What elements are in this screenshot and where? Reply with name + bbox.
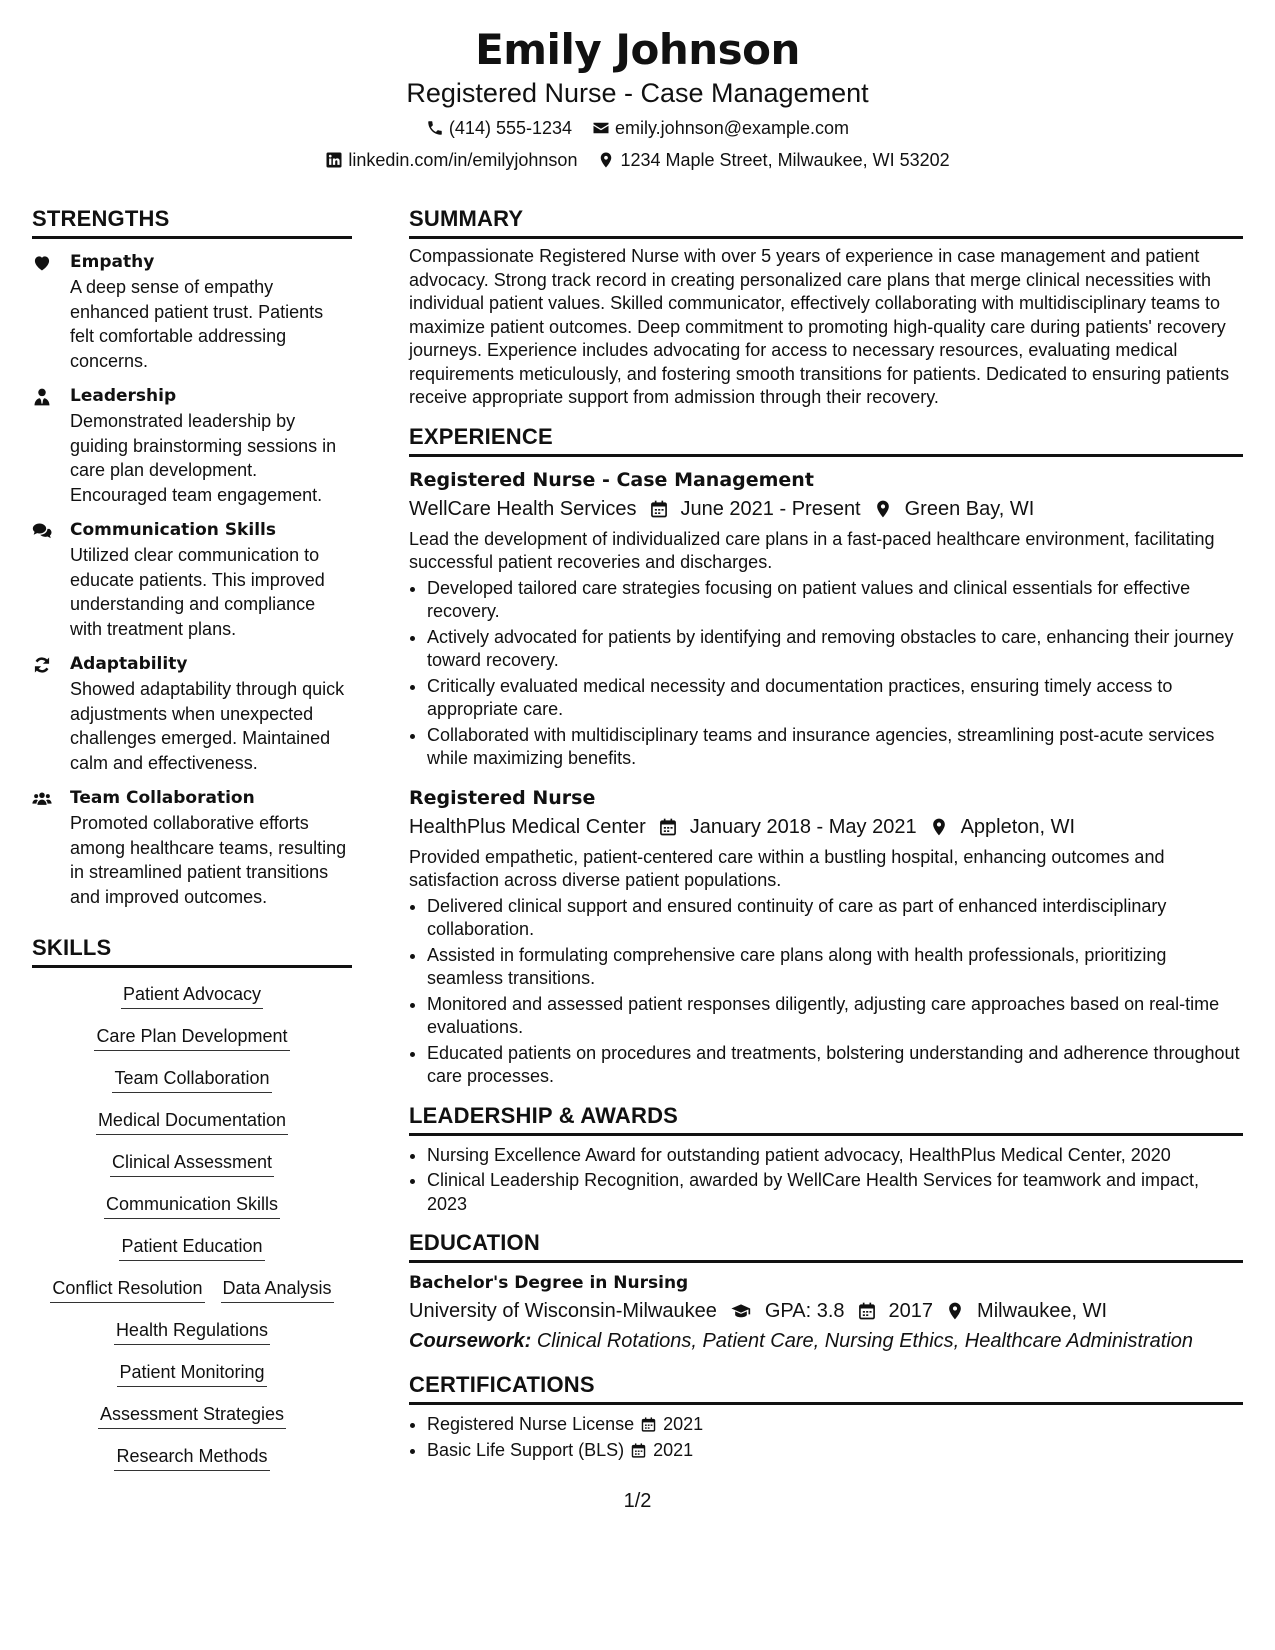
job-company: WellCare Health Services (409, 497, 637, 520)
award-item: • Nursing Excellence Award for outstanding patient advocacy, HealthPlus Medical Center, 2020 (427, 1144, 1243, 1168)
education-section (409, 1230, 1243, 1354)
graduation-cap-icon (729, 1301, 753, 1321)
strength-desc: Showed adaptability through quick adjustments when unexpected challenges emerged. Maintained calm and effectiveness. (70, 679, 345, 773)
job-meta (409, 496, 1243, 522)
certification-name: • Registered Nurse License (427, 1414, 635, 1434)
strength-desc: A deep sense of empathy enhanced patient trust. Patients felt comfortable addressing concerns. (70, 277, 324, 371)
strength-title: Adaptability (70, 654, 188, 674)
strength-title: Team Collaboration (70, 788, 255, 808)
comments-icon (32, 521, 52, 541)
job-bullet: • Delivered clinical support and ensured continuity of care as part of enhanced interdisciplinary collaboration. (427, 895, 1243, 942)
summary-text: Compassionate Registered Nurse with over 5 years of experience in case management and patient advocacy. Strong track record in creating personalized care plans that merge clinical necessities with individual patient values. Skilled communicator, effectively collaborating with multidisciplinary teams to maximize patient outcomes. Deep commitment to promoting high-quality care during patients' recovery journeys. Experience includes advocating for access to necessary resources, evaluating medical requirements meticulously, and fostering smooth transitions for patients. Dedicated to ensuring patients receive appropriate support from admission through their recovery. (409, 246, 1230, 407)
job-entry (409, 785, 1243, 1089)
phone-icon (426, 119, 444, 137)
skill-tag: Team Collaboration (112, 1066, 271, 1093)
resume-header (0, 0, 1275, 172)
certification-item (427, 1439, 1243, 1463)
job-bullets (409, 577, 1243, 771)
education-meta (409, 1298, 1243, 1324)
job-title: Registered Nurse (409, 786, 596, 809)
skill-tag: Assessment Strategies (98, 1402, 286, 1429)
gpa-text: GPA: 3.8 (764, 1300, 845, 1322)
contact-row-2 (0, 148, 1275, 172)
strength-item (32, 519, 352, 641)
job-bullet: • Educated patients on procedures and treatments, bolstering understanding and adherence throughout care processes. (427, 1042, 1243, 1089)
calendar-icon (658, 817, 678, 837)
skill-tag: Medical Documentation (96, 1108, 288, 1135)
skill-tag: Patient Monitoring (117, 1360, 266, 1387)
map-marker-icon (597, 151, 615, 169)
awards-heading: LEADERSHIP & AWARDS (409, 1103, 1243, 1136)
job-title: Registered Nurse - Case Management (409, 468, 814, 491)
candidate-name: Emily Johnson (475, 25, 800, 74)
map-marker-icon (945, 1301, 965, 1321)
calendar-icon (857, 1301, 877, 1321)
strength-title: Empathy (70, 252, 155, 272)
contact-row-1 (0, 116, 1275, 140)
skill-tag: Health Regulations (114, 1318, 270, 1345)
user-tie-icon (32, 387, 52, 407)
degree-title: Bachelor's Degree in Nursing (409, 1273, 689, 1293)
skill-tag: Data Analysis (221, 1276, 334, 1303)
certifications-section (409, 1372, 1243, 1462)
job-description: Provided empathetic, patient-centered care within a bustling hospital, enhancing outcomes and satisfaction across diverse patient populations. (409, 846, 1165, 890)
skills-list (32, 982, 352, 1471)
resume-columns (32, 206, 1243, 1486)
strength-title: Leadership (70, 386, 177, 406)
email-contact[interactable] (592, 116, 849, 140)
skill-tag: Conflict Resolution (50, 1276, 204, 1303)
phone-contact[interactable] (426, 116, 572, 140)
strength-item (32, 251, 352, 373)
right-column (409, 206, 1243, 1486)
coursework-text: Clinical Rotations, Patient Care, Nursing Ethics, Healthcare Administration (536, 1330, 1194, 1352)
left-column (32, 206, 352, 1486)
linkedin-text: linkedin.com/in/emilyjohnson (348, 150, 578, 170)
job-location: Appleton, WI (960, 815, 1076, 838)
coursework-label: Coursework: (409, 1330, 532, 1352)
job-bullet: • Actively advocated for patients by identifying and removing obstacles to care, enhancing their journey toward recovery. (427, 626, 1243, 673)
calendar-icon (649, 499, 669, 519)
strength-desc: Promoted collaborative efforts among healthcare teams, resulting in streamlined patient transitions and improved outcomes. (70, 813, 347, 907)
job-dates: June 2021 - Present (680, 497, 861, 520)
strength-item (32, 385, 352, 507)
linkedin-icon (325, 151, 343, 169)
school-name: University of Wisconsin-Milwaukee (409, 1300, 717, 1322)
address-contact (597, 148, 949, 172)
certification-name: • Basic Life Support (BLS) (427, 1439, 625, 1460)
skill-tag: Patient Education (119, 1234, 264, 1261)
experience-section (409, 424, 1243, 1089)
certification-year: 2021 (653, 1439, 694, 1460)
job-location: Green Bay, WI (904, 497, 1035, 520)
strengths-heading: STRENGTHS (32, 206, 352, 239)
certification-item (427, 1413, 1243, 1437)
page-number: 1/2 (623, 1490, 652, 1512)
coursework-line (409, 1328, 1243, 1354)
experience-heading: EXPERIENCE (409, 424, 1243, 457)
sync-icon (32, 655, 52, 675)
calendar-icon (630, 1442, 647, 1459)
skill-tag: Communication Skills (104, 1192, 280, 1219)
skill-tag: Clinical Assessment (110, 1150, 274, 1177)
graduation-year: 2017 (888, 1300, 934, 1322)
address-text: 1234 Maple Street, Milwaukee, WI 53202 (620, 150, 950, 170)
school-location: Milwaukee, WI (977, 1300, 1108, 1322)
strength-title: Communication Skills (70, 520, 276, 540)
envelope-icon (592, 119, 610, 137)
job-bullet: • Collaborated with multidisciplinary teams and insurance agencies, streamlining post-acute services while maximizing benefits. (427, 724, 1243, 771)
awards-section (409, 1103, 1243, 1217)
certifications-heading: CERTIFICATIONS (409, 1372, 1243, 1405)
certifications-list (409, 1413, 1243, 1462)
job-company: HealthPlus Medical Center (409, 815, 646, 838)
map-marker-icon (873, 499, 893, 519)
skill-tag: Research Methods (114, 1444, 269, 1471)
calendar-icon (640, 1416, 657, 1433)
skills-heading: SKILLS (32, 935, 352, 968)
skill-tag: Patient Advocacy (121, 982, 263, 1009)
strength-item (32, 653, 352, 775)
job-bullet: • Monitored and assessed patient responses diligently, adjusting care approaches based on real-time evaluations. (427, 993, 1243, 1040)
skill-tag: Care Plan Development (94, 1024, 289, 1051)
heart-icon (32, 253, 52, 273)
award-item: • Clinical Leadership Recognition, awarded by WellCare Health Services for teamwork and impact, 2023 (427, 1169, 1243, 1216)
users-icon (32, 789, 52, 809)
job-description: Lead the development of individualized care plans in a fast-paced healthcare environment, facilitating successful patient recoveries and discharges. (409, 528, 1215, 572)
map-marker-icon (929, 817, 949, 837)
job-bullet: • Developed tailored care strategies focusing on patient values and clinical essentials for effective recovery. (427, 577, 1243, 624)
education-heading: EDUCATION (409, 1230, 1243, 1263)
job-dates: January 2018 - May 2021 (689, 815, 917, 838)
candidate-title: Registered Nurse - Case Management (406, 78, 869, 108)
job-bullets (409, 895, 1243, 1089)
email-text: emily.johnson@example.com (615, 118, 850, 138)
phone-text: (414) 555-1234 (448, 118, 573, 138)
job-entry (409, 467, 1243, 771)
awards-list (409, 1144, 1243, 1217)
strength-desc: Demonstrated leadership by guiding brainstorming sessions in care plan development. Encouraged team engagement. (70, 411, 337, 505)
strength-item (32, 787, 352, 909)
job-bullet: • Assisted in formulating comprehensive care plans along with health professionals, prioritizing seamless transitions. (427, 944, 1243, 991)
summary-heading: SUMMARY (409, 206, 1243, 239)
job-bullet: • Critically evaluated medical necessity and documentation practices, ensuring timely access to appropriate care. (427, 675, 1243, 722)
certification-year: 2021 (663, 1414, 704, 1434)
job-meta (409, 814, 1243, 840)
linkedin-contact[interactable] (325, 148, 577, 172)
strength-desc: Utilized clear communication to educate patients. This improved understanding and compliance with treatment plans. (70, 545, 325, 639)
